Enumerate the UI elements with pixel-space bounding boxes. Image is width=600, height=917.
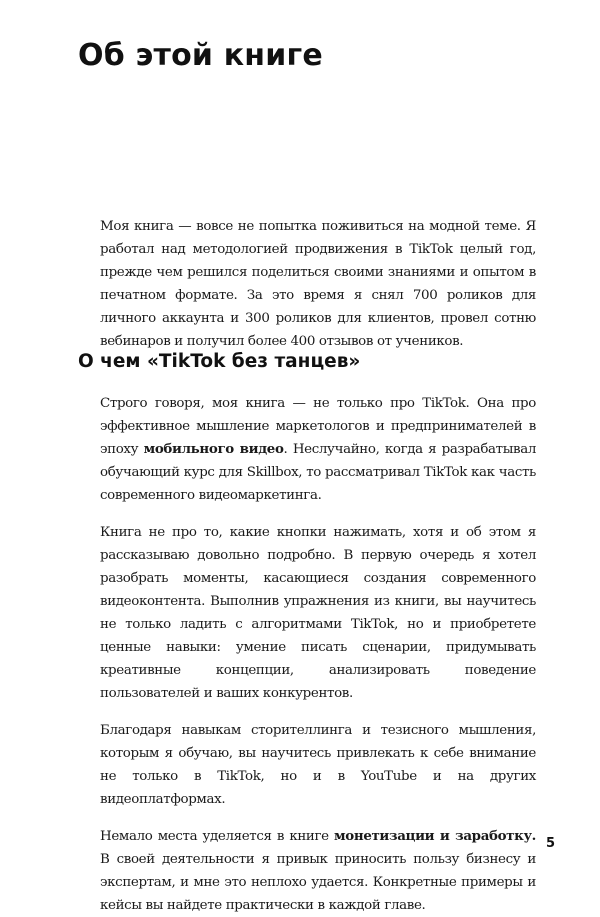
- paragraph-2: Книга не про то, какие кнопки нажимать, хотя и об этом я рассказываю довольно подробно. В первую очередь я хотел разобрать моменты, касающиеся создания современного видеоконтента. Выполнив упражнения из книги, вы научитесь не только ладить с алгоритмами TikTok, но и приобретете ценные навыки: умение писать сценарии, придумывать креативные концепции, анализировать поведение пользователей и ваших конкурентов.: [100, 525, 536, 701]
- chapter-title: Об этой книге: [78, 38, 323, 73]
- paragraph-1-start: Строго говоря, моя книга — не только про TikTok. Она про эффективное мышление маркетологов и предпринимателей в эпоху: [100, 396, 536, 457]
- paragraph-4-start: Немало места уделяется в книге: [100, 829, 334, 844]
- page-number: 5: [546, 836, 556, 851]
- intro-paragraph: Моя книга — вовсе не попытка поживиться на модной теме. Я работал над методологией продвижения в TikTok целый год, прежде чем решился поделиться своими знаниями и опытом в печатном формате. За это время я снял 700 роликов для личного аккаунта и 300 роликов для клиентов, провел сотню вебинаров и получил более 400 отзывов от учеников.: [100, 219, 536, 349]
- paragraph-4: [100, 825, 536, 917]
- paragraph-4-emphasis: монетизации и заработку.: [334, 828, 536, 844]
- paragraph-1: [100, 392, 536, 507]
- section-body: [100, 392, 536, 917]
- intro-text: [100, 215, 536, 353]
- paragraph-3: Благодаря навыкам сторителлинга и тезисного мышления, которым я обучаю, вы научитесь привлекать к себе внимание не только в TikTok, но и в YouTube и на других видеоплатформах.: [100, 723, 536, 807]
- paragraph-1-end: . Неслучайно, когда я разрабатывал обучающий курс для Skillbox, то рассматривал TikTok как часть современного видеомаркетинга.: [100, 442, 537, 503]
- paragraph-1-emphasis: мобильного видео: [143, 441, 284, 457]
- section-heading: О чем «TikTok без танцев»: [78, 351, 361, 372]
- paragraph-4-end: В своей деятельности я привык приносить пользу бизнесу и экспертам, и мне это неплохо удается. Конкретные примеры и кейсы вы найдете практически в каждой главе.: [100, 852, 536, 913]
